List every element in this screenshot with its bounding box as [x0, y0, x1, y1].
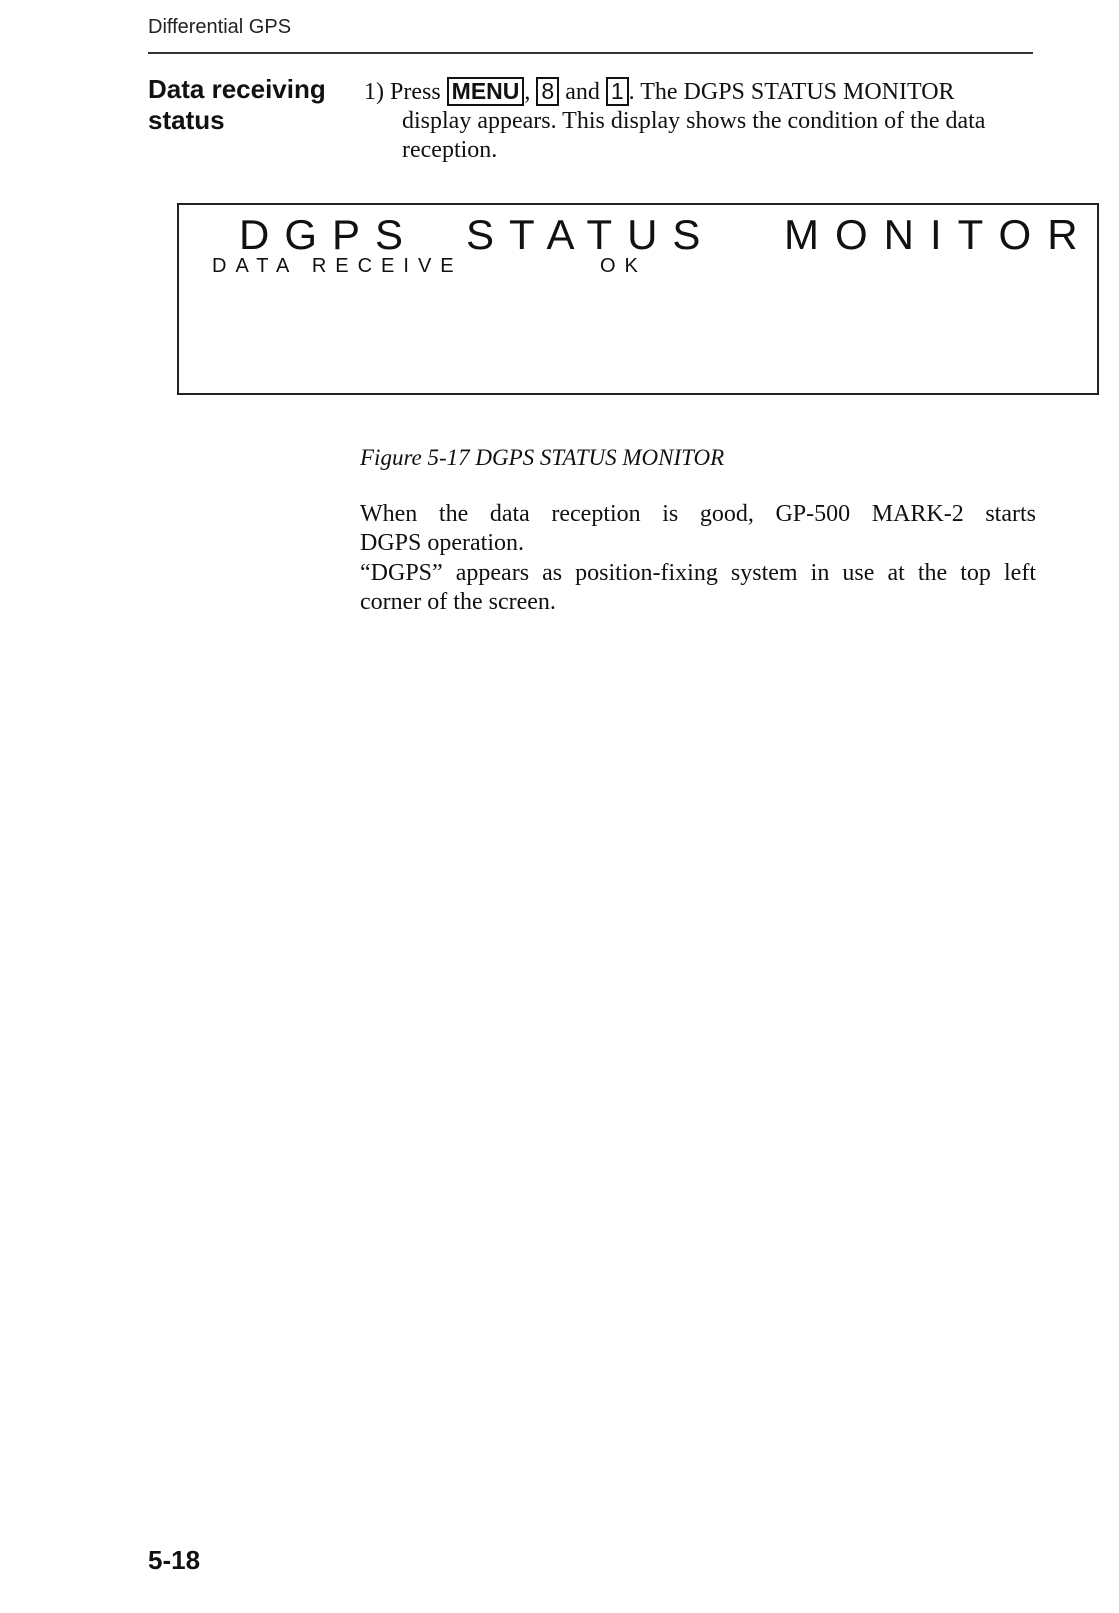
section-heading-line2: status	[148, 105, 225, 135]
data-receive-label: DATA RECEIVE	[212, 255, 463, 277]
step-line-3: reception.	[402, 137, 498, 163]
step-1-instruction	[364, 77, 1036, 165]
header-divider	[148, 52, 1033, 54]
step-number: 1)	[364, 79, 384, 105]
step-press-text: Press	[390, 79, 441, 105]
figure-caption: Figure 5-17 DGPS STATUS MONITOR	[360, 445, 725, 470]
step-line-2: display appears. This display shows the condition of the data	[402, 108, 986, 134]
body-paragraph-1-line-1: When the data reception is good, GP-500 MARK-2 starts	[360, 501, 1036, 527]
data-receive-value: OK	[600, 255, 647, 277]
step-and-text: and	[565, 79, 600, 105]
menu-key: MENU	[447, 77, 525, 106]
body-paragraph-2	[360, 559, 1036, 617]
step-line-1	[364, 77, 1036, 107]
key-1: 1	[606, 77, 629, 106]
section-heading	[148, 74, 326, 136]
display-title-word-2: STATUS	[466, 211, 716, 258]
step-sentence-tail: . The DGPS STATUS MONITOR	[628, 79, 955, 105]
display-title-word-3: MONITOR	[784, 211, 1094, 258]
body-paragraph-2-line-2: corner of the screen.	[360, 589, 556, 615]
display-title-word-1: DGPS	[239, 211, 419, 258]
running-header: Differential GPS	[148, 16, 292, 38]
key-8: 8	[536, 77, 559, 106]
page-number: 5-18	[148, 1545, 201, 1575]
dgps-status-monitor-display	[177, 203, 1099, 395]
section-heading-line1: Data receiving	[148, 74, 326, 104]
body-paragraph-2-line-1: “DGPS” appears as position-fixing system in use at the top left	[360, 560, 1036, 586]
body-paragraph-1	[360, 500, 1036, 558]
body-paragraph-1-line-2: DGPS operation.	[360, 530, 524, 556]
step-comma: ,	[524, 79, 531, 105]
